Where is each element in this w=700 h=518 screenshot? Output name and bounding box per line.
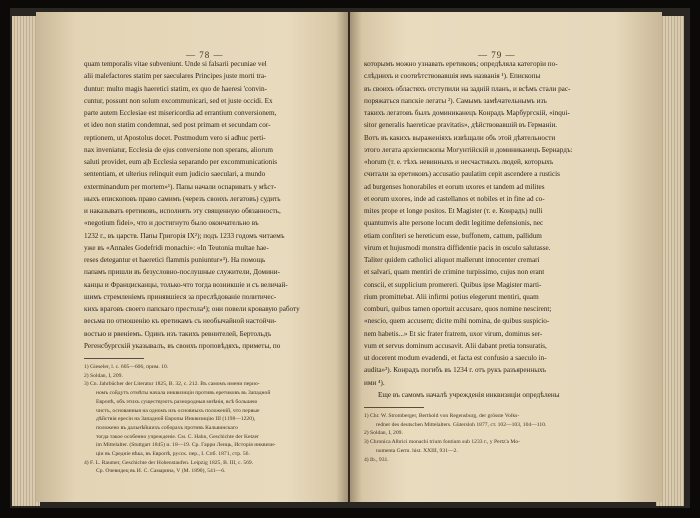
text-line: весьма по отношенію къ еретикамъ съ необычайной настойчи- bbox=[84, 317, 277, 326]
text-line: ими ⁴). bbox=[364, 378, 385, 387]
text-line: saluti providet, eum a|b Ecclesia separando per excommunicationis bbox=[84, 158, 278, 166]
footnote-line: Ср. Очевидец въ И. С. Самарина, V (М. 1890), 541—6. bbox=[96, 468, 226, 475]
text-line: востью и рвеніемъ. Одинъ изъ такихъ ревнителей, Бертольдъ bbox=[84, 329, 272, 338]
text-line: rium promittebat. Alii infirmi potius elegerunt mentiri, quam bbox=[364, 292, 539, 301]
text-line: conscii, et supplicium promereri. Quibus ipse Magister marti- bbox=[364, 280, 542, 289]
text-line: и наказывать еретиковъ, исполнять эту священную обязанность, bbox=[84, 207, 281, 215]
footnote-divider bbox=[84, 358, 144, 359]
page-number: — 78 — bbox=[186, 50, 224, 60]
text-line: которымъ можно узнавать еретиковъ; опредѣляла категоріи по- bbox=[364, 60, 558, 68]
text-line: ut docerent modum evadendi, et facta est confusio a saeculo in- bbox=[364, 354, 547, 362]
footnote-line: 4) F. L. Raumer, Geschichte der Hohenstaufen. Leipzig 1825, В. III, с. 569. bbox=[84, 459, 254, 466]
text-line: слѣднихъ и соотвѣтствовавшія имъ названія ¹). Епископы bbox=[364, 72, 541, 81]
footnote-line: номъ сойдутъ отмѣты начала инквизиціи противъ еретиковъ въ Западной bbox=[96, 390, 271, 397]
text-line: ad burgenses honorabiles et eorum uxores et tandem ad milites bbox=[364, 182, 545, 191]
footnote-divider bbox=[364, 407, 424, 408]
text-line: quam temporalis vitae subveniunt. Unde si falsarii pecuniae vel bbox=[84, 60, 267, 68]
main-text bbox=[364, 58, 622, 401]
text-line: кихъ враговъ своего папскаго престола⁴); они повели кровавую работу bbox=[84, 305, 300, 313]
text-line: Taliter quidem catholici aliquot mallerunt innocenter cremari bbox=[364, 256, 540, 264]
footnotes bbox=[84, 363, 332, 476]
text-line: reses detegantur et haeretici flammis puniuntur»³). На помощь bbox=[84, 256, 266, 264]
text-line: Регенсбургскій указывалъ, въ своихъ проповѣдяхъ, приметы, по bbox=[84, 341, 281, 350]
footnote-line: 3) Chronica Albrici monachi trium fontium sub 1233 г., у Pertz'a Mo- bbox=[364, 439, 521, 446]
text-line: поряжаться папскіе легаты ²). Самымъ замѣчательнымъ изъ bbox=[364, 96, 547, 105]
footnotes bbox=[364, 412, 622, 464]
footnote-line: дѣйствія ересіи на Западной Европы Инквизицію III (1198—1220), bbox=[96, 416, 256, 423]
text-line: sitor generalis haereticae pravitatis», дѣйствовавшій въ Германіи. bbox=[364, 121, 558, 130]
footnote-line: 2) Soldan, I, 209. bbox=[364, 430, 403, 437]
text-line: канцы и Францисканцы, только-что тогда возникшіе и съ величай- bbox=[84, 280, 288, 289]
text-line: такихъ легатовъ былъ доминиканецъ Конрадъ Марбургскій, «inqui- bbox=[364, 109, 570, 117]
page-number: — 79 — bbox=[478, 50, 516, 60]
footnote-line: im Mittelalter. (Stuttgart 1845) и. 18—19. Ср. Гарри Леиць, Исторія инквизи- bbox=[96, 442, 276, 449]
footnote-line: redner des deutschen Mittelalters. Gütersloh 1877, ст. 102—103, 104—110. bbox=[376, 421, 547, 428]
text-line: уже въ «Annales Godefridi monachi»: «In Teutonia multae hae- bbox=[84, 243, 269, 252]
text-line: comburi, quibus tamen oportuit accusare, quos nomine nescirent; bbox=[364, 305, 552, 313]
text-line: et ideo non statim condemnat, sed post primam et secundam cor- bbox=[84, 121, 271, 130]
footnote-line: чистъ, основанныя на одномъ изъ основныхъ положеній, что первые bbox=[96, 407, 260, 414]
text-line: «nescio, quem accusem; dicite mihi nomina, de quibus suspicio- bbox=[364, 317, 550, 326]
footnote-line: положено въ дальнѣйшихъ соборахъ противъ Кальвинскаго bbox=[96, 424, 238, 431]
text-line: Еще въ самомъ началѣ учрежденія инквизиціи опредѣлены bbox=[378, 390, 560, 399]
footnote-line: ціи въ Средніе вѣка, въ Европѣ, русск. пер., I. Спб. 1871, стр. 56. bbox=[96, 451, 250, 458]
text-line: audita»³). Конрадъ погибъ въ 1234 г. отъ рукъ разъяренныхъ bbox=[364, 366, 547, 375]
footnote-line: 1) Chr. W. Stromberger, Berthold von Regensburg, der grösste Volks- bbox=[364, 413, 520, 419]
text-line: exterminandum per mortem»¹). Папы начали оспаривать у мѣст- bbox=[84, 182, 277, 191]
text-line: parte autem Ecclesiae est misericordia ad errantium conversionem, bbox=[84, 109, 277, 117]
text-line: reptionem, ut Apostolus docet. Postmodum vero si adhuc perti- bbox=[84, 133, 266, 142]
footnote-line: 2) Soldan, I, 209. bbox=[84, 372, 123, 379]
text-line: считали за еретиковъ) accusatio paulatim cepit ascendere a rusticis bbox=[364, 170, 560, 179]
footnote-line: Европѣ, объ этихъ существуютъ разнородныя мнѣнія, всѣ большею bbox=[96, 398, 258, 405]
text-line: vum et servus dominum accusavit. Alii dabant pretia tonsuratis, bbox=[364, 341, 547, 350]
text-line: папамъ пришли въ безусловно-послушные служители, Домини- bbox=[84, 268, 281, 277]
text-line: alii malefactores statim per saeculares Principes juste morti tra- bbox=[84, 72, 267, 81]
text-line: nem habetis...» Et sic frater fratrem, uxor virum, dominus ser- bbox=[364, 329, 543, 338]
text-line: этого легата архіепископы Могунтійскій и доминиканецъ Бернардъ: bbox=[364, 145, 573, 154]
footnote-line: тогда такое особенно учрежденіе. См. C. Hahn, Geschichte der Ketzer bbox=[96, 433, 259, 440]
footnote-line: 1) Gieseler, l. c. 605—606, прим. 10. bbox=[84, 364, 169, 370]
text-line: cuntur, possunt non solum excommunicari, sed et juste occidi. Ex bbox=[84, 96, 273, 105]
left-page bbox=[36, 12, 348, 502]
book-gutter bbox=[336, 12, 362, 502]
text-line: Вотъ въ какихъ выраженіяхъ извѣщали объ этой дѣятельности bbox=[364, 133, 556, 142]
text-line: въ своихъ областяхъ отступили на задній планъ, и всѣмъ стали рас- bbox=[364, 84, 571, 93]
text-line: duntur: multo magis haeretici statim, ex quo de haeresi 'convin- bbox=[84, 84, 267, 93]
right-page bbox=[350, 12, 662, 502]
text-line: ныхъ епископовъ право самимъ (черезъ своихъ легатовъ) судить bbox=[84, 194, 281, 203]
footnote-line: numenta Germ. hist. XXIII, 931—2. bbox=[376, 447, 458, 454]
text-line: et salvari, quam mentiri de crimine turpissimo, cujus non erant bbox=[364, 268, 545, 277]
text-line: «negotium fidei», что и достигнуто было окончательно въ bbox=[84, 219, 259, 228]
text-line: «horum (т. е. тѣхъ невинныхъ и несчастныхъ людей, которыхъ bbox=[364, 158, 554, 166]
footnote-line: 3) Cn. Jahrbücher der Literatur 1825, В. 32, с. 212. Въ самомъ имени перио- bbox=[84, 381, 260, 388]
text-line: шимъ стремленіемъ принявшіеся за преслѣдованіе политичес- bbox=[84, 292, 277, 301]
text-line: nax inveniatur, Ecclesia de ejus conversione non sperans, aliorum bbox=[84, 145, 273, 154]
main-text bbox=[84, 58, 332, 352]
footnote-line: 4) Ib., 931. bbox=[364, 456, 389, 463]
text-line: et eorum uxores, inde ad castellanos et nobiles et in fine ad co- bbox=[364, 194, 545, 203]
text-line: etiam confiteri se hereticum esse, buffonem, cattum, pallidum bbox=[364, 231, 542, 240]
text-line: sententiam, et ulterius relinquit eum judicio saeculari, a mundo bbox=[84, 170, 266, 179]
text-line: mites prope et longe positos. Et Magister (т. е. Конрадъ) nulli bbox=[364, 207, 543, 215]
text-line: quantumvis alte persone locum dedit legitime defensionis, nec bbox=[364, 219, 544, 228]
text-line: 1232 г., въ царств. Папы Григорія IX²); подъ 1233 годомъ читаемъ bbox=[84, 231, 285, 240]
text-line: virum et hujusmodi monstra diffidentie pacis in osculo salutasse. bbox=[364, 243, 551, 252]
